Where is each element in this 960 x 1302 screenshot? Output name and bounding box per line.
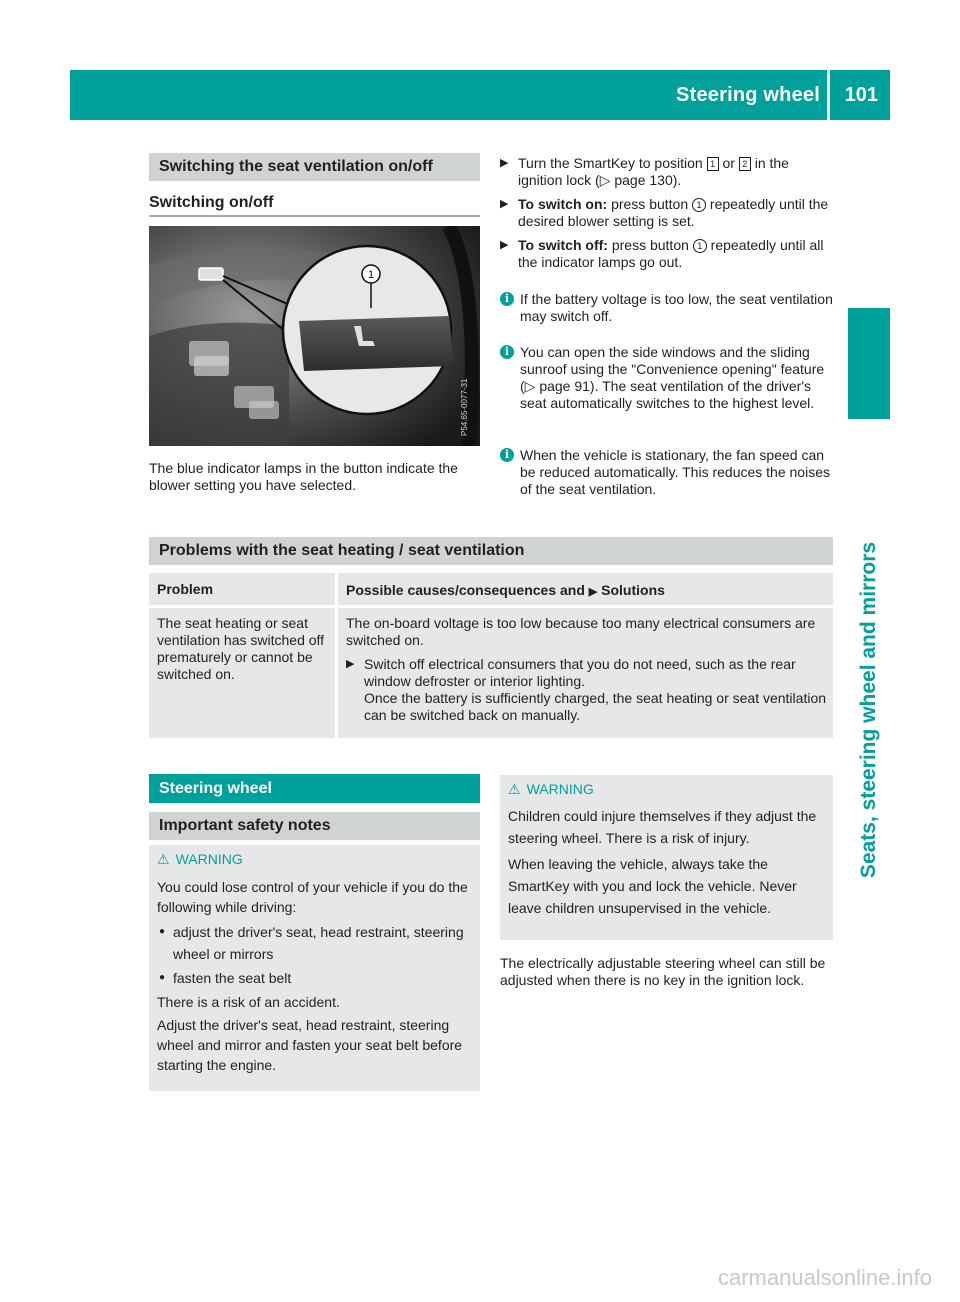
figure-caption: The blue indicator lamps in the button indicate the blower setting you have selected. [149,460,458,493]
subsection-title-safety: Important safety notes [149,812,480,840]
seat-ventilation-figure [149,226,480,446]
note-stationary-fan [500,447,835,498]
solution-text: Switch off electrical consumers that you do not need, such as the rear window defroster or interior lighting. [364,656,796,689]
warning-label: WARNING [526,781,594,797]
warning-title [157,851,243,868]
step-switch-off [500,237,835,271]
warning-risk: There is a risk of an accident. [157,994,340,1010]
info-icon: i [500,345,514,359]
warning-label: WARNING [175,851,243,867]
arrow-icon: ▶ [500,198,509,210]
step-label: To switch on: [518,196,608,212]
warning-triangle-icon: ⚠ [157,851,170,867]
bullet-text: fasten the seat belt [173,970,292,986]
warning-bullet [157,967,477,989]
side-tab-text: Seats, steering wheel and mirrors [857,541,880,879]
arrow-icon: ▶ [500,157,509,169]
problem-text: The seat heating or seat ventilation has switched off prematurely or cannot be switched on. [157,615,325,682]
note-convenience-opening [500,344,835,412]
section-title-seat-ventilation: Switching the seat ventilation on/off [149,153,480,181]
column-header [346,582,665,598]
arrow-icon: ▶ [500,239,509,251]
note-battery-voltage [500,291,835,325]
warning-intro: You could lose control of your vehicle if you do the following while driving: [157,879,468,915]
solution-step [346,656,826,724]
arrow-icon: ▶ [346,658,355,670]
warning-text: Children could injure themselves if they adjust the steering wheel. There is a risk of injury. [508,808,817,846]
warning-box-children [500,775,833,940]
info-icon: i [500,448,514,462]
cause-text: The on-board voltage is too low because too many electrical consumers are switched on. [346,615,816,648]
warning-body [157,877,477,1075]
bullet-text: adjust the driver's seat, head restraint, steering wheel or mirrors [173,924,464,962]
header-divider [827,70,830,120]
table-cell-solutions [338,608,833,738]
warning-advice: Adjust the driver's seat, head restraint, steering wheel and mirror and fasten your seat belt before starting the engine. [157,1017,463,1073]
table-cell-problem [149,608,335,738]
step-text: press button [607,196,693,212]
note-text: When the vehicle is stationary, the fan speed can be reduced automatically. This reduces the noises of the seat ventilation. [520,447,830,497]
step-label: To switch off: [518,237,608,253]
figure-callout-number: 1 [367,269,375,281]
key-position-2: 2 [739,157,751,171]
step-text: Turn the SmartKey to position [518,155,707,171]
button-number: 1 [693,239,707,253]
warning-body [508,805,828,919]
side-tab-label [848,430,890,990]
bullet-icon: ● [159,926,166,937]
step-text: in the ignition lock (▷ page 130). [518,155,789,188]
info-icon: i [500,292,514,306]
table-header-solutions [338,573,833,605]
key-position-1: 1 [707,157,719,171]
table-header-problem [149,573,335,605]
subheading-rule [149,215,480,217]
steering-body-text: The electrically adjustable steering wheel can still be adjusted when there is no key in the ignition lock. [500,955,826,988]
button-number: 1 [692,198,706,212]
door-panel-illustration [149,226,480,446]
header-title: Steering wheel [676,84,820,106]
note-text: You can open the side windows and the sliding sunroof using the "Convenience opening" feature (▷ page 91). The seat ventilation of the driver's seat automatically switches to the highest level. [520,344,825,411]
subheading-switching: Switching on/off [149,194,274,211]
watermark: carmanualsonline.info [717,1265,932,1290]
warning-title [508,781,594,798]
step-switch-on [500,196,835,230]
section-title-steering-wheel: Steering wheel [149,774,480,803]
step-text: repeatedly until the desired blower setting is set. [518,196,829,229]
warning-bullet [157,921,477,965]
side-tab-block [848,308,890,419]
solution-text: Once the battery is sufficiently charged, the seat heating or seat ventilation can be switched back on manually. [364,690,827,723]
column-header-text: Possible causes/consequences and [346,582,585,598]
page-header [70,70,890,120]
column-header-text: Solutions [601,582,665,598]
column-header: Problem [157,581,214,597]
warning-text: When leaving the vehicle, always take the SmartKey with you and lock the vehicle. Never leave children unsupervised in the vehicle. [508,856,797,916]
page-number: 101 [844,84,878,106]
section-title-problems: Problems with the seat heating / seat ventilation [149,537,833,565]
warning-triangle-icon: ⚠ [508,781,521,797]
note-text: If the battery voltage is too low, the seat ventilation may switch off. [520,291,833,324]
step-turn-smartkey [500,155,835,189]
bullet-icon: ● [159,972,166,983]
figure-code: P54.65-0077-31 [460,378,469,436]
step-text: press button [607,237,693,253]
step-text: or [718,155,739,171]
arrow-icon: ▶ [588,586,598,598]
warning-box-driving [149,845,480,1091]
step-text: repeatedly until all the indicator lamps go out. [518,237,824,270]
